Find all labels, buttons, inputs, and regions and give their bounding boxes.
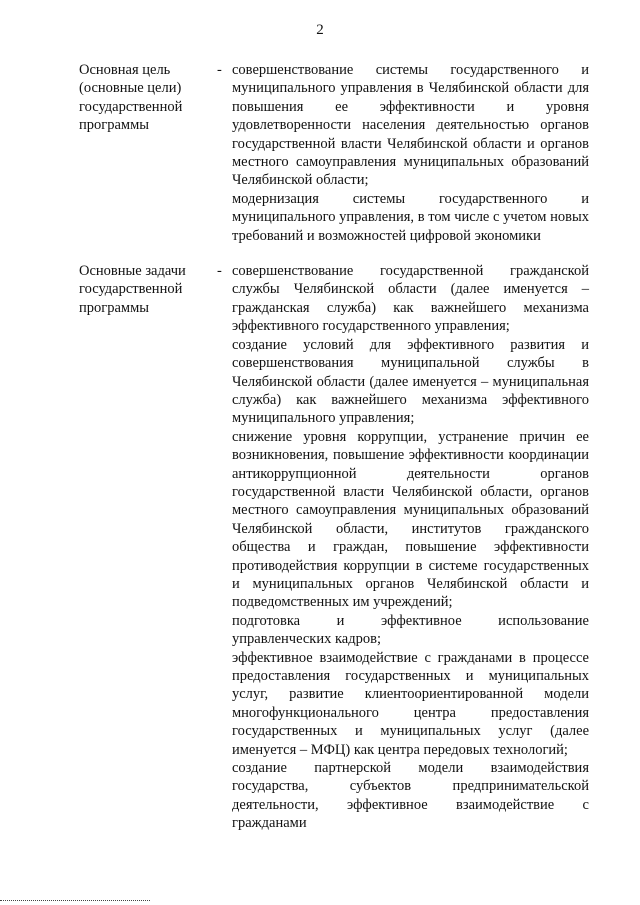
page-number: 2 bbox=[316, 22, 324, 38]
row-content bbox=[232, 262, 589, 833]
table-row-main-goal bbox=[79, 61, 589, 245]
row-dash: - bbox=[217, 62, 222, 78]
row-label: Основная цель (основные цели) государственной программы bbox=[79, 62, 183, 134]
list-item: снижение уровня коррупции, устранение причин ее возникновения, повышение эффективности координации антикоррупционной деятельности органов государственной власти Челябинской области, органов местного самоуправления муниципальных образований Челябинской области, институтов гражданского общества и граждан, повышение эффективности противодействия коррупции в системе государственных и муниципальных органов Челябинской области и подведомственных им учреждений; bbox=[232, 428, 589, 611]
list-item: создание условий для эффективного развития и совершенствования муниципальной службы в Челябинской области (далее именуется – муниципальная служба) как важнейшего механизма эффективного муниципального управления; bbox=[232, 336, 589, 427]
list-item: создание партнерской модели взаимодействия государства, субъектов предпринимательской деятельности, эффективное взаимодействие с гражданами bbox=[232, 760, 589, 832]
list-item: подготовка и эффективное использование управленческих кадров; bbox=[232, 612, 589, 648]
row-content bbox=[232, 61, 589, 245]
footnote-rule bbox=[0, 900, 150, 901]
list-item: совершенствование системы государственного и муниципального управления в Челябинской области для повышения ее эффективности и уровня удовлетворенности населения деятельностью органов государственной власти Челябинской области и органов местного самоуправления муниципальных образований Челябинской области; bbox=[232, 62, 589, 189]
list-item: модернизация системы государственного и муниципального управления, в том числе с учетом новых требований и возможностей цифровой экономики bbox=[232, 190, 589, 244]
list-item: эффективное взаимодействие с гражданами в процессе предоставления государственных и муниципальных услуг, развитие клиентоориентированной модели многофункционального центра предоставления государственных и муниципальных услуг (далее именуется – МФЦ) как центра передовых технологий; bbox=[232, 649, 589, 758]
row-label: Основные задачи государственной программы bbox=[79, 263, 186, 316]
list-item: совершенствование государственной гражданской службы Челябинской области (далее именуется – гражданская служба) как важнейшего механизма эффективного государственного управления; bbox=[232, 263, 589, 335]
row-dash: - bbox=[217, 263, 222, 280]
table-row-main-tasks bbox=[79, 262, 589, 833]
program-passport-table bbox=[79, 61, 589, 850]
